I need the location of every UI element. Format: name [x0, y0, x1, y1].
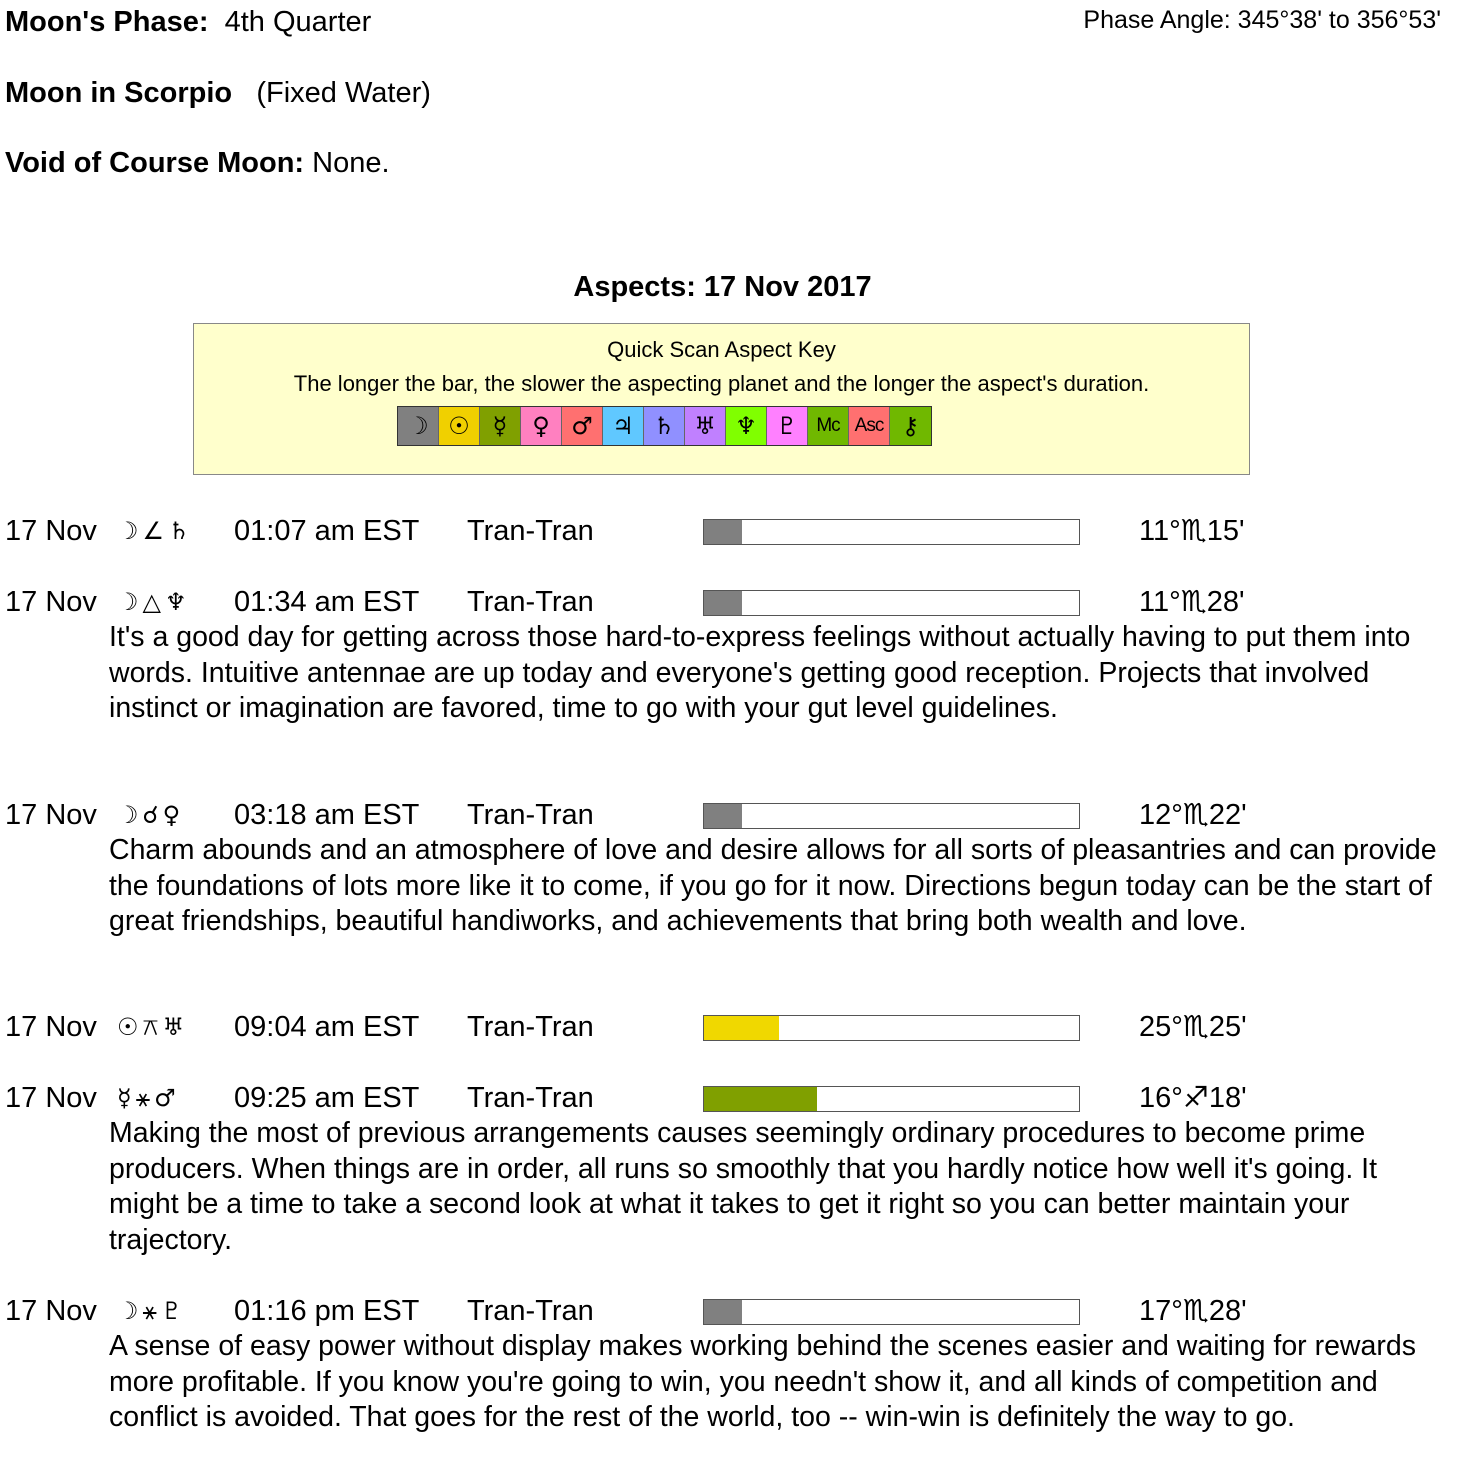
- pluto-icon: ♇: [767, 407, 808, 445]
- aspect-line: [5, 1294, 1445, 1328]
- moon-sign-label: Moon in Scorpio: [5, 77, 233, 109]
- aspect-time: 01:07 am EST: [234, 515, 420, 547]
- aspect-row: [5, 514, 1445, 548]
- venus-icon: ♀: [521, 407, 562, 445]
- neptune-icon: ♆: [726, 407, 767, 445]
- ascendant-icon: Asc: [849, 407, 890, 445]
- aspect-key-title: Quick Scan Aspect Key: [607, 337, 836, 362]
- duration-bar: [703, 803, 1080, 829]
- aspect-type: Tran-Tran: [467, 515, 594, 547]
- aspect-line: [5, 798, 1445, 832]
- aspect-time: 03:18 am EST: [234, 799, 420, 831]
- saturn-icon: ♄: [644, 407, 685, 445]
- moon-phase-label: Moon's Phase:: [5, 6, 209, 38]
- duration-bar-fill: [704, 1087, 817, 1111]
- void-of-course-line: [5, 146, 390, 180]
- aspect-position: 12°♏22': [1139, 799, 1247, 831]
- aspect-date: 17 Nov: [5, 586, 97, 618]
- aspect-type: Tran-Tran: [467, 1011, 594, 1043]
- duration-bar: [703, 1015, 1080, 1041]
- mars-icon: ♂: [562, 407, 603, 445]
- aspect-line: [5, 1081, 1445, 1115]
- aspect-glyphs: ☉⚻♅: [117, 1013, 189, 1041]
- moon-phase-line: [5, 5, 371, 39]
- aspect-date: 17 Nov: [5, 1082, 97, 1114]
- aspect-row: [5, 585, 1445, 727]
- moon-phase-value: 4th Quarter: [224, 6, 372, 38]
- moon-sign-value: (Fixed Water): [256, 77, 431, 109]
- aspect-position: 25°♏25': [1139, 1011, 1247, 1043]
- aspects-title: Aspects: 17 Nov 2017: [573, 271, 872, 303]
- aspect-position: 17°♏28': [1139, 1295, 1247, 1327]
- aspect-time: 09:25 am EST: [234, 1082, 420, 1114]
- aspect-position: 16°♐18': [1139, 1082, 1247, 1114]
- void-of-course-value: None.: [312, 147, 390, 179]
- duration-bar-fill: [704, 1300, 742, 1324]
- aspect-row: [5, 1081, 1445, 1258]
- duration-bar-fill: [704, 804, 742, 828]
- aspect-date: 17 Nov: [5, 1011, 97, 1043]
- moon-sign-line: [5, 76, 431, 110]
- aspect-line: [5, 585, 1445, 619]
- aspect-time: 01:34 am EST: [234, 586, 420, 618]
- aspect-date: 17 Nov: [5, 1295, 97, 1327]
- moon-icon: ☽: [398, 407, 439, 445]
- phase-angle: Phase Angle: 345°38' to 356°53': [1083, 6, 1441, 34]
- aspect-key-swatches: [397, 406, 932, 446]
- aspect-date: 17 Nov: [5, 799, 97, 831]
- aspect-position: 11°♏28': [1139, 586, 1245, 618]
- aspect-time: 09:04 am EST: [234, 1011, 420, 1043]
- aspect-key-description: The longer the bar, the slower the aspecting planet and the longer the aspect's duration.: [293, 371, 1150, 396]
- aspect-type: Tran-Tran: [467, 1295, 594, 1327]
- aspect-line: [5, 1010, 1445, 1044]
- aspect-glyphs: ☽∠♄: [117, 517, 194, 545]
- aspect-key-box: [193, 323, 1250, 475]
- uranus-icon: ♅: [685, 407, 726, 445]
- aspect-glyphs: ☽☌♀: [117, 801, 185, 829]
- aspect-position: 11°♏15': [1139, 515, 1245, 547]
- aspect-row: [5, 1010, 1445, 1044]
- duration-bar: [703, 1299, 1080, 1325]
- duration-bar-fill: [704, 520, 742, 544]
- aspect-glyphs: ☽△♆: [117, 588, 191, 616]
- aspect-description: Charm abounds and an atmosphere of love and desire allows for all sorts of pleasantries and can provide the foundations of lots more like it to come, if you go for it now. Directions begun today can be the start of great friendships, beautiful handiworks, and achievements that bring both wealth and love.: [109, 834, 1437, 937]
- aspect-description: It's a good day for getting across those hard-to-express feelings without actually having to put them into words. Intuitive antennae are up today and everyone's getting good reception. Projects that involved instinct or imagination are favored, time to go with your gut level guidelines.: [109, 621, 1411, 724]
- duration-bar: [703, 1086, 1080, 1112]
- aspect-type: Tran-Tran: [467, 1082, 594, 1114]
- chiron-icon: ⚷: [890, 407, 931, 445]
- aspect-glyphs: ☿⚹♂: [117, 1084, 180, 1112]
- aspect-description: Making the most of previous arrangements causes seemingly ordinary procedures to become prime producers. When things are in order, all runs so smoothly that you hardly notice how well it's going. It might be a time to take a second look at what it takes to get it right so you can better maintain your trajectory.: [109, 1117, 1377, 1256]
- duration-bar-fill: [704, 1016, 779, 1040]
- aspect-row: [5, 1294, 1445, 1436]
- aspect-time: 01:16 pm EST: [234, 1295, 420, 1327]
- mercury-icon: ☿: [480, 407, 521, 445]
- aspect-date: 17 Nov: [5, 515, 97, 547]
- aspect-line: [5, 514, 1445, 548]
- duration-bar: [703, 519, 1080, 545]
- aspect-type: Tran-Tran: [467, 799, 594, 831]
- midheaven-icon: Mc: [808, 407, 849, 445]
- aspect-row: [5, 798, 1445, 940]
- aspect-description: A sense of easy power without display makes working behind the scenes easier and waiting for rewards more profitable. If you know you're going to win, you needn't show it, and all kinds of competition and conflict is avoided. That goes for the rest of the world, too -- win-win is definitely the way to go.: [109, 1330, 1416, 1433]
- aspect-glyphs: ☽⚹♇: [117, 1297, 187, 1325]
- void-of-course-label: Void of Course Moon:: [5, 147, 305, 179]
- jupiter-icon: ♃: [603, 407, 644, 445]
- duration-bar-fill: [704, 591, 742, 615]
- aspect-type: Tran-Tran: [467, 586, 594, 618]
- duration-bar: [703, 590, 1080, 616]
- sun-icon: ☉: [439, 407, 480, 445]
